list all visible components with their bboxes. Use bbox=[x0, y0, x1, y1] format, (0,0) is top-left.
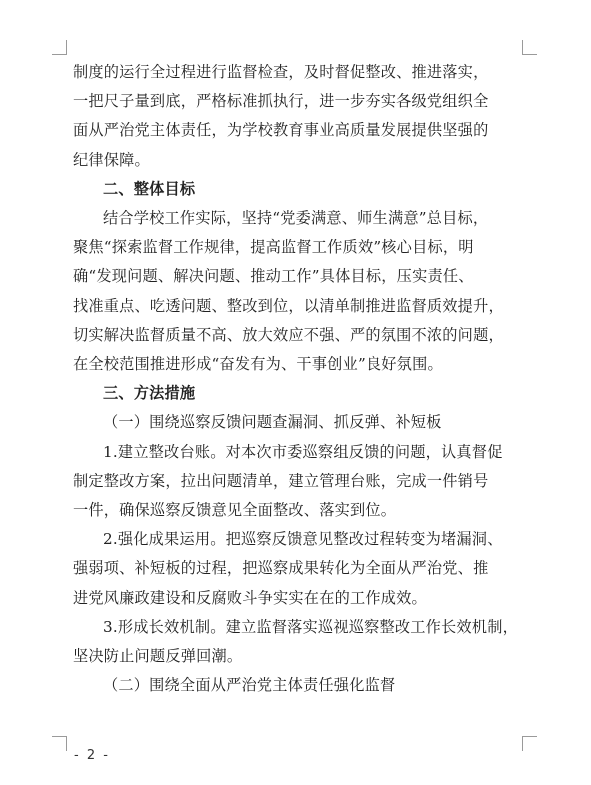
page-number: - 2 - bbox=[74, 748, 110, 763]
paragraph-line: 3.形成长效机制。建立监督落实巡视巡察整改工作长效机制， bbox=[103, 617, 518, 636]
document-body bbox=[73, 58, 525, 700]
paragraph-line: 制定整改方案，拉出问题清单，建立管理台账，完成一件销号 bbox=[73, 471, 489, 490]
crop-mark-top-left bbox=[52, 40, 67, 55]
paragraph-line: 一把尺子量到底，严格标准抓执行，进一步夯实各级党组织全 bbox=[73, 92, 489, 111]
crop-mark-top-right bbox=[522, 40, 537, 55]
subsection-heading-2: （二）围绕全面从严治党主体责任强化监督 bbox=[103, 676, 396, 695]
subsection-heading-1: （一）围绕巡察反馈问题查漏洞、抓反弹、补短板 bbox=[103, 413, 442, 432]
paragraph-line: 找准重点、吃透问题、整改到位，以清单制推进监督质效提升， bbox=[73, 296, 504, 315]
paragraph-line: 一件，确保巡察反馈意见全面整改、落实到位。 bbox=[73, 501, 397, 520]
paragraph-line: 1.建立整改台账。对本次市委巡察组反馈的问题，认真督促 bbox=[103, 442, 503, 461]
paragraph-line: 确“发现问题、解决问题、推动工作”具体目标，压实责任、 bbox=[73, 267, 474, 286]
paragraph-line: 在全校范围推进形成“奋发有为、干事创业”良好氛围。 bbox=[73, 355, 443, 374]
paragraph-line: 切实解决监督质量不高、放大效应不强、严的氛围不浓的问题， bbox=[73, 325, 504, 344]
crop-mark-bottom-left bbox=[52, 736, 67, 751]
paragraph-line: 结合学校工作实际，坚持“党委满意、师生满意”总目标， bbox=[103, 209, 489, 228]
paragraph-line: 面从严治党主体责任，为学校教育事业高质量发展提供坚强的 bbox=[73, 121, 489, 140]
paragraph-line: 2.强化成果运用。把巡察反馈意见整改过程转变为堵漏洞、 bbox=[103, 530, 503, 549]
paragraph-line: 纪律保障。 bbox=[73, 150, 150, 169]
section-heading-methods: 三、方法措施 bbox=[103, 384, 196, 403]
paragraph-line: 聚焦“探索监督工作规律，提高监督工作质效”核心目标，明 bbox=[73, 238, 474, 257]
section-heading-overall-goals: 二、整体目标 bbox=[103, 179, 196, 198]
paragraph-line: 进党风廉政建设和反腐败斗争实实在在的工作成效。 bbox=[73, 588, 427, 607]
paragraph-line: 制度的运行全过程进行监督检查，及时督促整改、推进落实， bbox=[73, 63, 489, 81]
paragraph-line: 坚决防止问题反弹回潮。 bbox=[73, 647, 243, 666]
crop-mark-bottom-right bbox=[522, 736, 537, 751]
paragraph-line: 强弱项、补短板的过程，把巡察成果转化为全面从严治党、推 bbox=[73, 559, 489, 578]
